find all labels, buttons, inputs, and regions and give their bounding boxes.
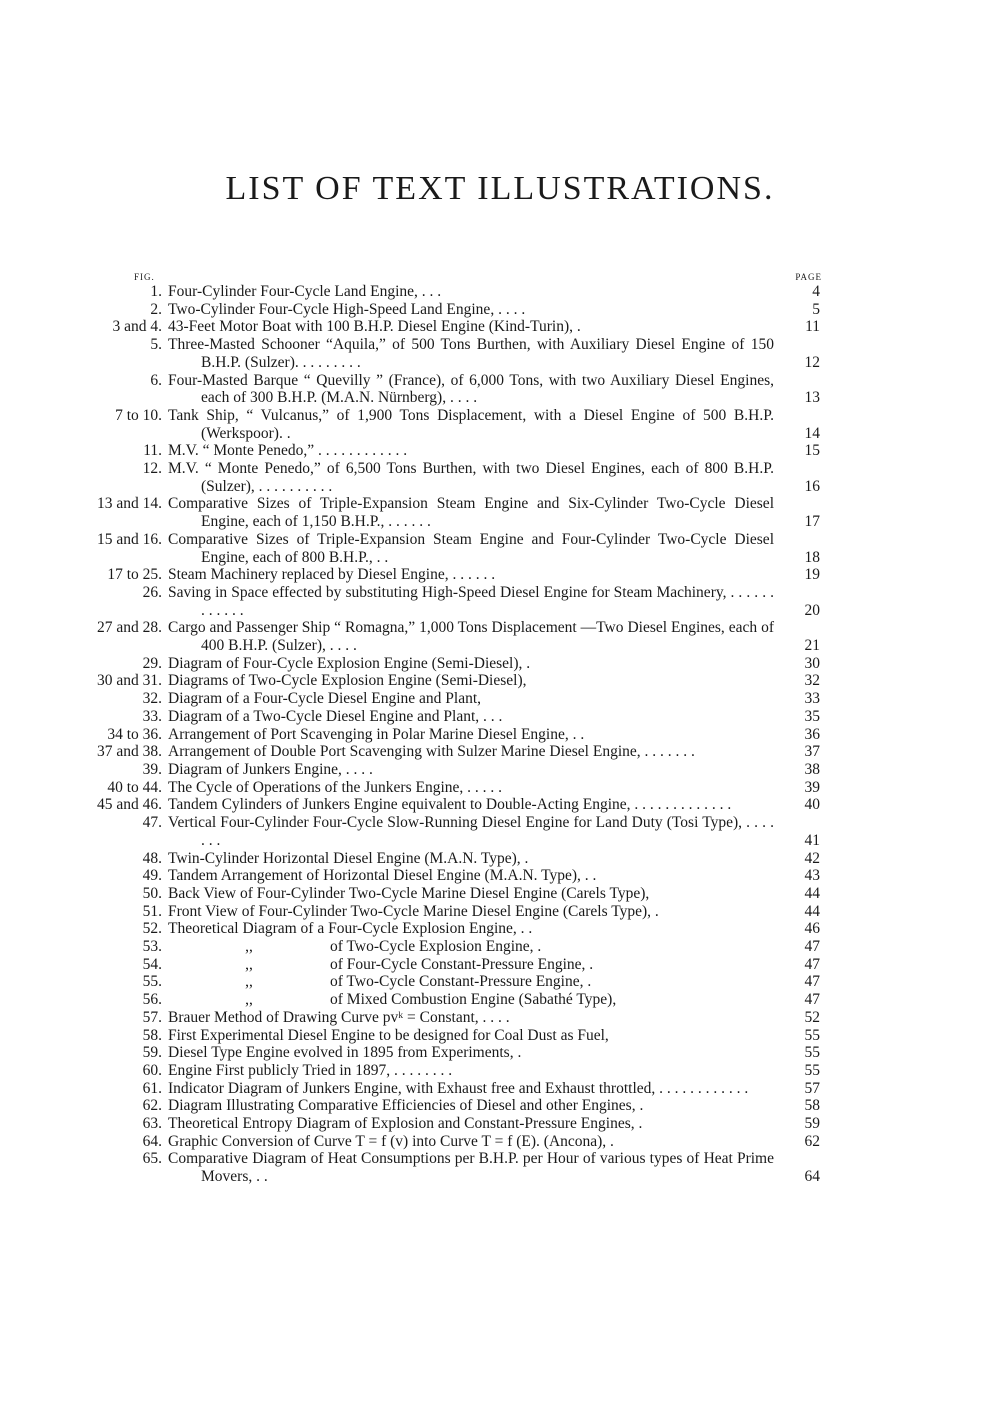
list-item [0, 1009, 1000, 1027]
page-number: 38 [804, 760, 820, 778]
list-item [0, 460, 1000, 495]
list-item [0, 1150, 1000, 1185]
page-number: 32 [804, 672, 820, 690]
page-number: 35 [804, 707, 820, 725]
page-number: 30 [804, 654, 820, 672]
figure-number: 49. [142, 867, 162, 885]
illustration-text: Tandem Arrangement of Horizontal Diesel Engine (M.A.N. Type), . . [168, 867, 597, 885]
illustration-title [168, 867, 774, 885]
illustration-title [168, 566, 774, 584]
illustration-title [168, 956, 774, 974]
illustration-text: Saving in Space effected by substituting High-Speed Diesel Engine for Steam Machinery, . . . . . . . . . . . . [168, 583, 774, 619]
list-item [0, 1062, 1000, 1080]
illustration-title [168, 885, 774, 903]
figure-number: 48. [142, 849, 162, 867]
list-item [0, 318, 1000, 336]
page-number: 5 [812, 300, 820, 318]
list-item [0, 655, 1000, 673]
illustration-title [168, 495, 774, 530]
page-number: 64 [804, 1168, 820, 1186]
page-number: 55 [804, 1061, 820, 1079]
illustration-text: Vertical Four-Cylinder Four-Cycle Slow-Running Diesel Engine for Land Duty (Tosi Type), . . . . . . . [168, 814, 774, 849]
figure-number: 34 to 36. [107, 725, 162, 743]
illustration-text: Diagram of Junkers Engine, . . . . [168, 760, 373, 778]
figure-number: 13 and 14. [96, 495, 162, 513]
illustration-text: Four-Masted Barque “ Quevilly ” (France), of 6,000 Tons, with two Auxiliary Diesel Engines, each of 300 B.H.P. (M.A.N. Nürnberg), . . . . [168, 371, 774, 407]
page-number: 47 [804, 973, 820, 991]
page-number: 37 [804, 743, 820, 761]
illustration-text: Two-Cylinder Four-Cycle High-Speed Land Engine, . . . . [168, 300, 526, 318]
illustration-text: Theoretical Diagram of a Four-Cycle Explosion Engine, . . [168, 920, 533, 938]
page-number: 55 [804, 1026, 820, 1044]
figure-number: 17 to 25. [107, 566, 162, 584]
illustration-text: Diesel Type Engine evolved in 1895 from Experiments, . [168, 1044, 522, 1062]
illustration-text: Comparative Diagram of Heat Consumptions per B.H.P. per Hour of various types of Heat Prime Movers, . . [168, 1150, 774, 1186]
figure-number: 1. [150, 283, 162, 300]
list-item [0, 1044, 1000, 1062]
page-number: 4 [812, 283, 820, 300]
ditto-mark: ,, [245, 955, 253, 973]
illustration-text: Tandem Cylinders of Junkers Engine equivalent to Double-Acting Engine, . . . . . . . . . . . . . [168, 796, 732, 814]
figure-number: 63. [142, 1115, 162, 1133]
list-item [0, 283, 1000, 301]
illustration-title [168, 743, 774, 761]
figure-number: 12. [142, 460, 162, 478]
page-number: 11 [805, 318, 820, 336]
page-number: 47 [804, 938, 820, 956]
page-number: 52 [804, 1008, 820, 1026]
page-number: 42 [804, 849, 820, 867]
figure-number: 33. [142, 707, 162, 725]
illustration-title [168, 1150, 774, 1185]
illustration-text: M.V. “ Monte Penedo,” . . . . . . . . . . . . [168, 442, 408, 460]
illustration-text: Front View of Four-Cylinder Two-Cycle Marine Diesel Engine (Carels Type), . [168, 902, 659, 920]
list-item [0, 796, 1000, 814]
illustration-text: Brauer Method of Drawing Curve pvᵏ = Constant, . . . . [168, 1008, 510, 1026]
list-item [0, 672, 1000, 690]
figure-number: 37 and 38. [96, 743, 162, 761]
illustration-title [168, 672, 774, 690]
illustration-text: Arrangement of Port Scavenging in Polar Marine Diesel Engine, . . [168, 725, 585, 743]
figure-number: 27 and 28. [96, 619, 162, 637]
list-item [0, 867, 1000, 885]
page-number: 55 [804, 1044, 820, 1062]
illustration-title [168, 1027, 774, 1045]
illustration-title [168, 283, 774, 301]
illustration-text: Three-Masted Schooner “Aquila,” of 500 Tons Burthen, with Auxiliary Diesel Engine of 150 B.H.P. (Sulzer). . . . . . . . . [168, 336, 774, 371]
page-column-header: PAGE [795, 272, 822, 282]
list-item [0, 761, 1000, 779]
list-item [0, 1133, 1000, 1151]
fig-column-header: FIG. [134, 272, 155, 282]
list-item [0, 973, 1000, 991]
illustration-text: Cargo and Passenger Ship “ Romagna,” 1,000 Tons Displacement —Two Diesel Engines, each of 400 B.H.P. (Sulzer), . . . . [168, 619, 774, 655]
list-item [0, 1115, 1000, 1133]
illustration-text: Diagrams of Two-Cycle Explosion Engine (Semi-Diesel), [168, 672, 527, 690]
illustration-title [168, 655, 774, 673]
list-item [0, 938, 1000, 956]
illustration-text: Four-Cylinder Four-Cycle Land Engine, . . . [168, 283, 442, 300]
figure-number: 60. [142, 1061, 162, 1079]
list-item [0, 407, 1000, 442]
illustration-text: Comparative Sizes of Triple-Expansion Steam Engine and Six-Cylinder Two-Cycle Diesel Engine, each of 1,150 B.H.P., . . . . . . [168, 495, 774, 531]
page-number: 59 [804, 1115, 820, 1133]
illustration-title [168, 372, 774, 407]
page-number: 12 [804, 353, 820, 371]
figure-number: 26. [142, 583, 162, 601]
illustration-text: of Mixed Combustion Engine (Sabathé Type), [330, 991, 617, 1009]
illustration-title [168, 850, 774, 868]
illustration-text: The Cycle of Operations of the Junkers Engine, . . . . . [168, 778, 503, 796]
figure-number: 53. [142, 938, 162, 956]
figure-number: 64. [142, 1132, 162, 1150]
page-number: 47 [804, 991, 820, 1009]
illustration-title [168, 1115, 774, 1133]
page-number: 58 [804, 1097, 820, 1115]
illustration-title [168, 973, 774, 991]
list-item [0, 495, 1000, 530]
illustration-text: Tank Ship, “ Vulcanus,” of 1,900 Tons Displacement, with a Diesel Engine of 500 B.H.P. (Werkspoor). . [168, 406, 774, 442]
figure-number: 29. [142, 654, 162, 672]
list-item [0, 619, 1000, 654]
illustration-title [168, 761, 774, 779]
page-number: 16 [804, 477, 820, 495]
illustration-title [168, 814, 774, 849]
figure-number: 54. [142, 955, 162, 973]
figure-number: 51. [142, 902, 162, 920]
page-number: 46 [804, 920, 820, 938]
figure-number: 65. [142, 1150, 162, 1168]
page-number: 20 [804, 601, 820, 619]
illustration-title [168, 726, 774, 744]
illustration-text: Graphic Conversion of Curve T = f (v) into Curve T = f (E). (Ancona), . [168, 1132, 614, 1150]
illustration-text: of Two-Cycle Constant-Pressure Engine, . [330, 973, 592, 991]
list-item [0, 531, 1000, 566]
page-number: 33 [804, 690, 820, 708]
illustration-title [168, 1044, 774, 1062]
illustration-title [168, 991, 774, 1009]
figure-number: 32. [142, 690, 162, 708]
figure-number: 62. [142, 1097, 162, 1115]
list-item [0, 336, 1000, 371]
list-item [0, 690, 1000, 708]
page-title: LIST OF TEXT ILLUSTRATIONS. [225, 170, 775, 207]
list-item [0, 814, 1000, 849]
illustration-title [168, 336, 774, 371]
list-item [0, 779, 1000, 797]
list-item [0, 566, 1000, 584]
page-number: 39 [804, 778, 820, 796]
illustration-text: of Two-Cycle Explosion Engine, . [330, 938, 542, 956]
illustration-title [168, 690, 774, 708]
figure-number: 40 to 44. [107, 778, 162, 796]
illustration-text: Twin-Cylinder Horizontal Diesel Engine (M.A.N. Type), . [168, 849, 529, 867]
figure-number: 59. [142, 1044, 162, 1062]
list-item [0, 584, 1000, 619]
list-item [0, 708, 1000, 726]
illustration-title [168, 318, 774, 336]
figure-number: 2. [150, 300, 162, 318]
list-item [0, 920, 1000, 938]
list-item [0, 301, 1000, 319]
illustration-text: Back View of Four-Cylinder Two-Cycle Marine Diesel Engine (Carels Type), [168, 884, 650, 902]
figure-number: 7 to 10. [115, 406, 162, 424]
illustration-text: M.V. “ Monte Penedo,” of 6,500 Tons Burthen, with two Diesel Engines, each of 800 B.H.P. (Sulzer), . . . . . . . . . . [168, 460, 774, 495]
figure-number: 5. [150, 336, 162, 354]
illustrations-list [0, 283, 1000, 1186]
figure-number: 56. [142, 991, 162, 1009]
list-item [0, 991, 1000, 1009]
ditto-mark: ,, [245, 991, 253, 1009]
page-number: 43 [804, 867, 820, 885]
illustration-text: Indicator Diagram of Junkers Engine, with Exhaust free and Exhaust throttled, . . . . . . . . . . . . [168, 1079, 749, 1097]
page-number: 57 [804, 1079, 820, 1097]
illustration-title [168, 920, 774, 938]
figure-number: 45 and 46. [96, 796, 162, 814]
illustration-title [168, 407, 774, 442]
list-item [0, 903, 1000, 921]
illustration-text: 43-Feet Motor Boat with 100 B.H.P. Diesel Engine (Kind-Turin), . [168, 318, 581, 336]
figure-number: 52. [142, 920, 162, 938]
page-number: 47 [804, 955, 820, 973]
illustration-title [168, 708, 774, 726]
list-item [0, 1097, 1000, 1115]
figure-number: 47. [142, 814, 162, 832]
list-item [0, 726, 1000, 744]
page-number: 14 [804, 424, 820, 442]
page-number: 21 [804, 637, 820, 655]
illustration-text: Theoretical Entropy Diagram of Explosion and Constant-Pressure Engines, . [168, 1115, 643, 1133]
list-item [0, 1080, 1000, 1098]
page-number: 44 [804, 884, 820, 902]
page-number: 13 [804, 389, 820, 407]
list-item [0, 956, 1000, 974]
illustration-title [168, 619, 774, 654]
illustration-title [168, 1133, 774, 1151]
figure-number: 57. [142, 1008, 162, 1026]
illustration-title [168, 301, 774, 319]
figure-number: 61. [142, 1079, 162, 1097]
figure-number: 6. [150, 371, 162, 389]
list-item [0, 372, 1000, 407]
illustration-title [168, 1097, 774, 1115]
page-number: 17 [804, 513, 820, 531]
page-number: 41 [804, 831, 820, 849]
page-number: 36 [804, 725, 820, 743]
page-number: 19 [804, 566, 820, 584]
ditto-mark: ,, [245, 973, 253, 991]
page-number: 62 [804, 1132, 820, 1150]
illustration-title [168, 938, 774, 956]
figure-number: 39. [142, 760, 162, 778]
page-number: 44 [804, 902, 820, 920]
list-item [0, 885, 1000, 903]
figure-number: 55. [142, 973, 162, 991]
page-number: 40 [804, 796, 820, 814]
illustration-title [168, 531, 774, 566]
list-item [0, 1027, 1000, 1045]
illustration-text: Steam Machinery replaced by Diesel Engine, . . . . . . [168, 566, 496, 584]
illustration-title [168, 584, 774, 619]
illustration-text: Engine First publicly Tried in 1897, . . . . . . . . [168, 1061, 453, 1079]
illustration-text: First Experimental Diesel Engine to be designed for Coal Dust as Fuel, [168, 1026, 609, 1044]
illustration-text: of Four-Cycle Constant-Pressure Engine, . [330, 955, 594, 973]
figure-number: 58. [142, 1026, 162, 1044]
illustration-title [168, 903, 774, 921]
ditto-mark: ,, [245, 938, 253, 956]
figure-number: 3 and 4. [112, 318, 162, 336]
figure-number: 11. [143, 442, 162, 460]
illustration-title [168, 796, 774, 814]
illustration-text: Comparative Sizes of Triple-Expansion Steam Engine and Four-Cylinder Two-Cycle Diesel Engine, each of 800 B.H.P., . . [168, 530, 774, 566]
illustration-title [168, 442, 774, 460]
illustration-title [168, 1080, 774, 1098]
illustration-title [168, 460, 774, 495]
figure-number: 30 and 31. [96, 672, 162, 690]
illustration-text: Diagram of a Two-Cycle Diesel Engine and Plant, . . . [168, 707, 503, 725]
illustration-title [168, 1062, 774, 1080]
illustration-title [168, 779, 774, 797]
page-number: 15 [804, 442, 820, 460]
list-item [0, 442, 1000, 460]
illustration-text: Arrangement of Double Port Scavenging with Sulzer Marine Diesel Engine, . . . . . . . [168, 743, 695, 761]
figure-number: 15 and 16. [96, 530, 162, 548]
list-item [0, 743, 1000, 761]
illustration-title [168, 1009, 774, 1027]
page-number: 18 [804, 548, 820, 566]
illustration-text: Diagram of Four-Cycle Explosion Engine (Semi-Diesel), . [168, 654, 531, 672]
list-item [0, 850, 1000, 868]
figure-number: 50. [142, 884, 162, 902]
illustration-text: Diagram of a Four-Cycle Diesel Engine and Plant, [168, 690, 482, 708]
illustration-text: Diagram Illustrating Comparative Efficiencies of Diesel and other Engines, . [168, 1097, 644, 1115]
